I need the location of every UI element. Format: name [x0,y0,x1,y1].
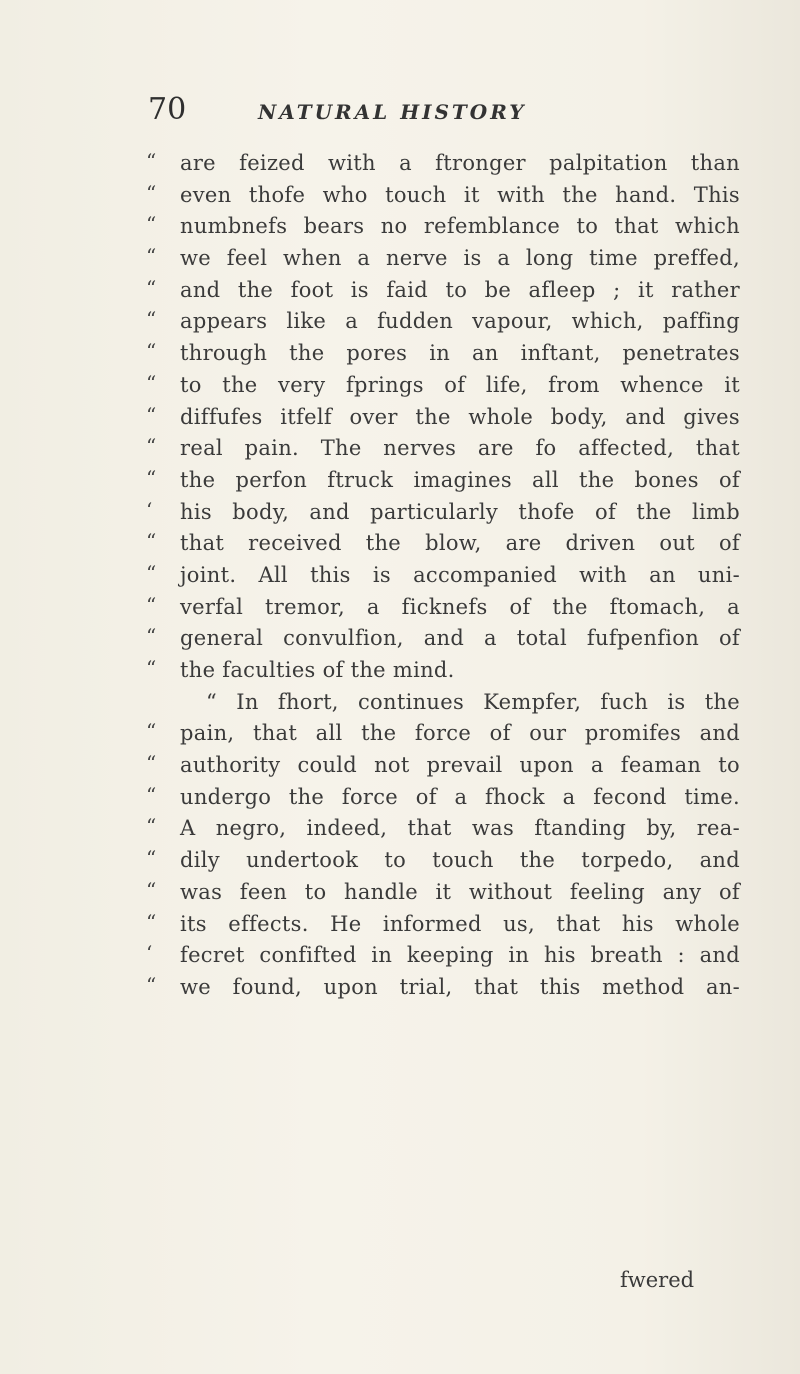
quote-mark: “ [146,877,157,902]
text-line [146,845,746,877]
quote-mark: “ [146,370,157,395]
line-text: its effects. He informed us, that his whole [180,911,740,936]
line-text: appears like a fudden vapour, which, paffing [180,309,740,334]
quote-mark: “ [146,624,157,649]
line-text: general convulfion, and a total fufpenfion of [180,626,740,651]
text-line [146,940,746,972]
text-line [146,465,746,497]
line-text: even thofe who touch it with the hand. This [180,182,740,207]
quote-mark: “ [146,402,157,427]
text-line [146,782,746,814]
text-line [146,180,746,212]
line-text: pain, that all the force of our promifes and [180,721,740,746]
quote-mark: “ [146,149,157,173]
text-line [146,528,746,560]
catchword: fwered [620,1268,695,1292]
line-text: “ In fhort, continues Kempfer, fuch is the [206,689,740,714]
text-line [146,687,746,719]
text-line [146,909,746,941]
quote-mark: “ [146,180,157,205]
text-line [146,813,746,845]
line-text: dily undertook to touch the torpedo, and [180,848,740,873]
text-line [146,623,746,655]
line-text: fecret confifted in keeping in his breath : and [180,943,740,968]
text-line [146,497,746,529]
text-line [146,402,746,434]
line-text: undergo the force of a fhock a fecond time. [180,784,740,809]
line-text: joint. All this is accompanied with an uni- [180,562,740,587]
line-text: we feel when a nerve is a long time preffed, [180,246,740,271]
text-line [146,560,746,592]
quote-mark: “ [146,339,157,364]
quote-mark: ‘ [146,941,153,966]
quote-mark: “ [146,275,157,300]
line-text: and the foot is faid to be afleep ; it rather [180,277,740,302]
line-text: through the pores in an inftant, penetrates [180,341,740,366]
text-line [146,750,746,782]
text-line [146,718,746,750]
line-text: A negro, indeed, that was ftanding by, rea- [180,816,740,841]
quote-mark: “ [146,846,157,871]
quote-mark: “ [146,972,157,997]
quote-mark: “ [146,751,157,776]
line-text: was feen to handle it without feeling any of [180,879,740,904]
line-text: the faculties of the mind. [180,658,455,682]
text-line [146,370,746,402]
quote-mark: “ [146,719,157,744]
quote-mark: “ [146,814,157,839]
text-line [146,972,746,1004]
body-text [146,148,746,1004]
line-text: numbnefs bears no refemblance to that which [180,214,740,239]
line-text: real pain. The nerves are fo affected, that [180,436,740,461]
text-line [146,306,746,338]
page-header [0,92,800,132]
line-text: we found, upon trial, that this method an- [180,974,740,999]
quote-mark: “ [146,465,157,490]
line-text: verfal tremor, a ficknefs of the ftomach, a [180,594,740,619]
quote-mark: ‘ [146,497,153,522]
text-line [146,243,746,275]
text-line [146,338,746,370]
quote-mark: “ [146,782,157,807]
line-text: the perfon ftruck imagines all the bones of [180,467,740,492]
quote-mark: “ [146,212,157,237]
quote-mark: “ [146,592,157,617]
quote-mark: “ [146,434,157,459]
page-number: 70 [148,92,187,127]
text-line [146,655,746,687]
line-text: that received the blow, are driven out of [180,531,740,556]
quote-mark: “ [146,909,157,934]
quote-mark: “ [146,560,157,585]
text-line [146,148,746,180]
running-head: NATURAL HISTORY [258,100,527,124]
text-line [146,877,746,909]
text-line [146,211,746,243]
quote-mark: “ [146,656,157,680]
text-line [146,275,746,307]
quote-mark: “ [146,307,157,332]
quote-mark: “ [146,244,157,269]
line-text: his body, and particularly thofe of the limb [180,499,740,524]
line-text: are feized with a ftronger palpitation than [180,151,740,175]
text-line [146,433,746,465]
text-line [146,592,746,624]
line-text: to the very fprings of life, from whence it [180,372,740,397]
quote-mark: “ [146,529,157,554]
line-text: diffufes itfelf over the whole body, and gives [180,404,740,429]
line-text: authority could not prevail upon a feaman to [180,753,740,778]
